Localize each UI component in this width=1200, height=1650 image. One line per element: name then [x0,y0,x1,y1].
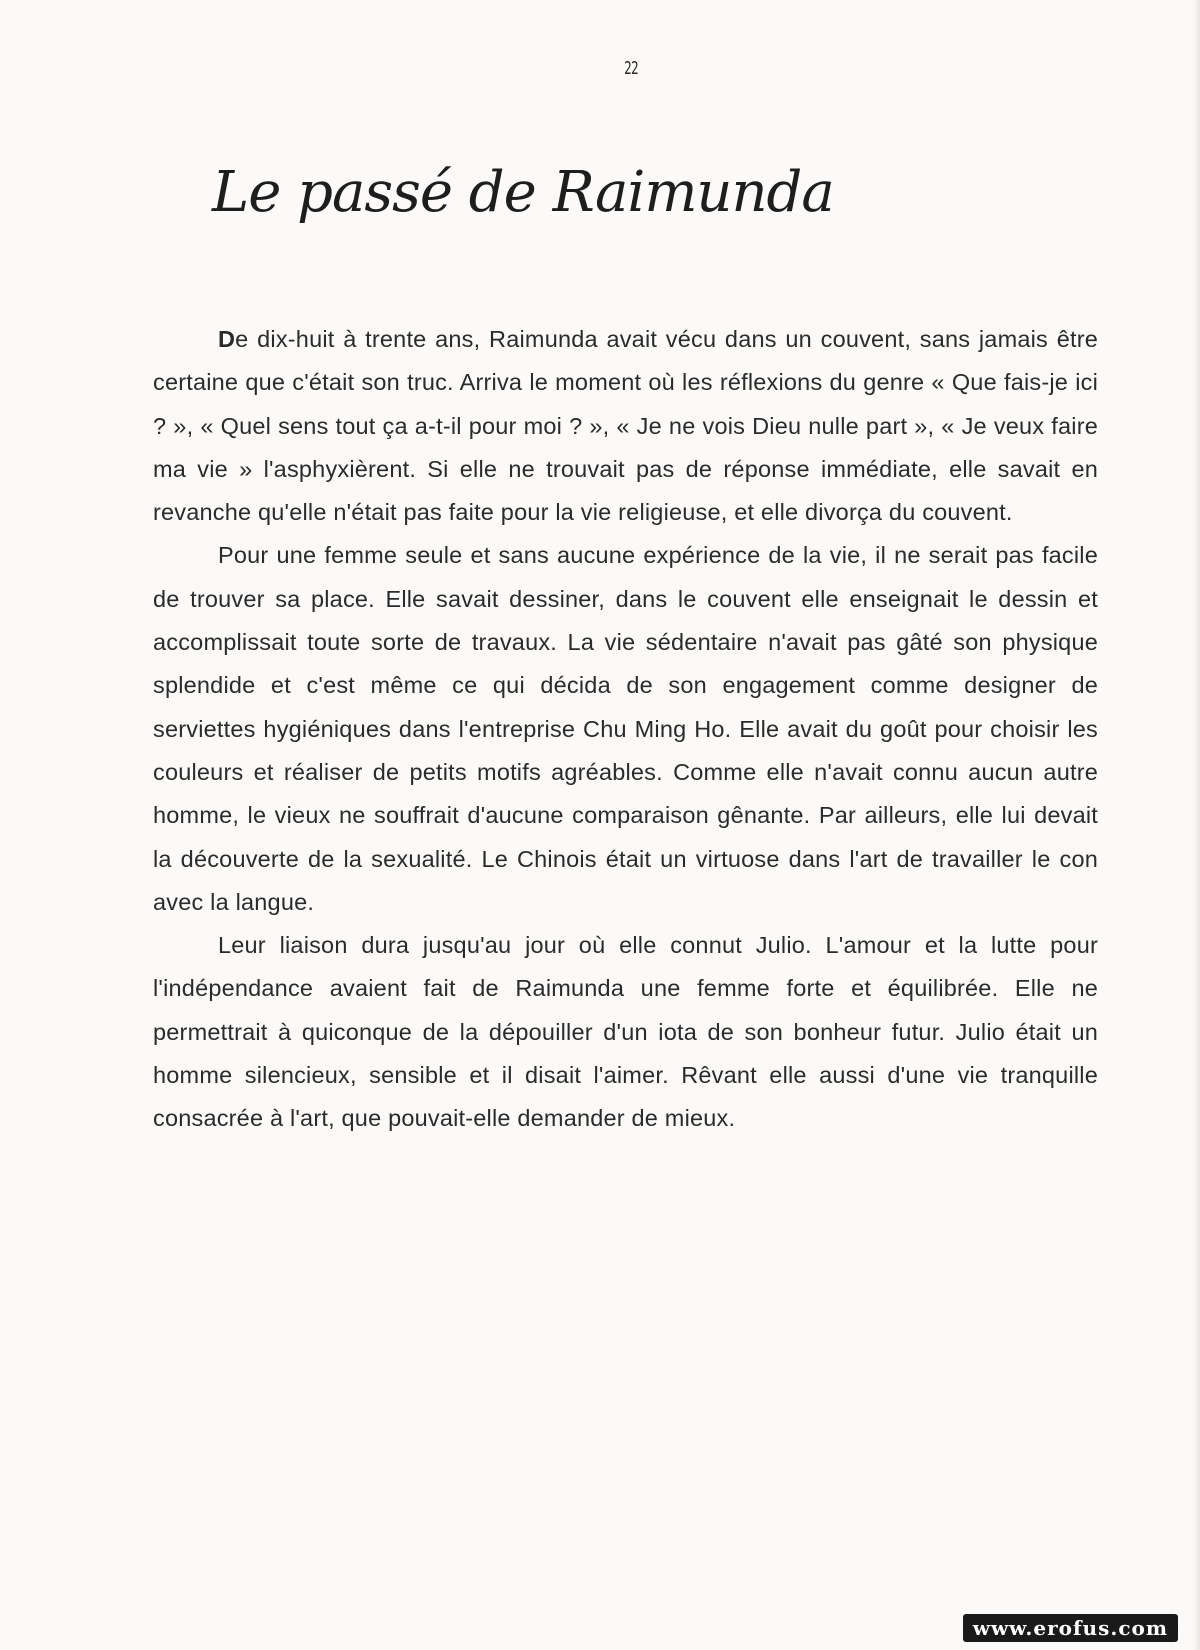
paragraph-1-text: e dix-huit à trente ans, Raimunda avait vécu dans un couvent, sans jamais être certaine que c'était son truc. Arriva le moment où les réflexions du genre « Que fais-je ici ? », « Quel sens tout ça a-t-il pour moi ? », « Je ne vois Dieu nulle part », « Je veux faire ma vie » l'asphyxièrent. Si elle ne trouvait pas de réponse immédiate, elle savait en revanche qu'elle n'était pas faite pour la vie religieuse, et elle divorça du couvent. [153,326,1098,526]
paragraph-initial-letter: D [218,326,236,352]
chapter-title: Le passé de Raimunda [212,160,834,225]
page-number: 22 [624,58,638,79]
paragraph-1 [153,318,1098,534]
paragraph-2: Pour une femme seule et sans aucune expérience de la vie, il ne serait pas facile de trouver sa place. Elle savait dessiner, dans le couvent elle enseignait le dessin et accomplissait toute sorte de travaux. La vie sédentaire n'avait pas gâté son physique splendide et c'est même ce qui décida de son engagement comme designer de serviettes hygiéniques dans l'entreprise Chu Ming Ho. Elle avait du goût pour choisir les couleurs et réaliser de petits motifs agréables. Comme elle n'avait connu aucun autre homme, le vieux ne souffrait d'aucune comparaison gênante. Par ailleurs, elle lui devait la découverte de la sexualité. Le Chinois était un virtuose dans l'art de travailler le con avec la langue. [153,542,1098,915]
paragraph-3: Leur liaison dura jusqu'au jour où elle connut Julio. L'amour et la lutte pour l'indépendance avaient fait de Raimunda une femme forte et équilibrée. Elle ne permettrait à quiconque de la dépouiller d'un iota de son bonheur futur. Julio était un homme silencieux, sensible et il disait l'aimer. Rêvant elle aussi d'une vie tranquille consacrée à l'art, que pouvait-elle demander de mieux. [153,932,1098,1132]
site-watermark: www.erofus.com [963,1614,1178,1642]
body-text [153,318,1098,1141]
page-edge [1194,0,1200,1650]
